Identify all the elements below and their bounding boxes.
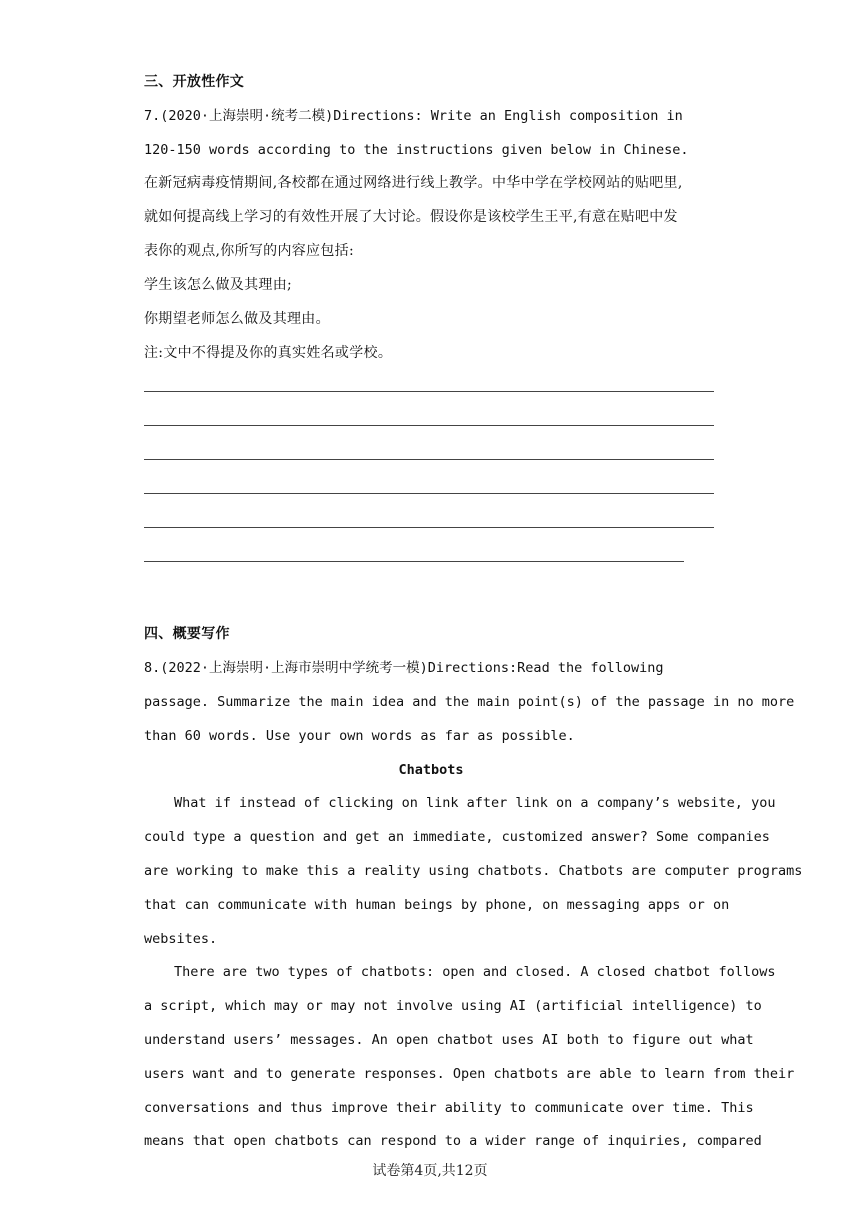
answer-line [144, 391, 714, 392]
section-3-heading: 三、开放性作文 [144, 74, 245, 90]
passage-line: understand users’ messages. An open chatbot uses AI both to figure out what [144, 1032, 754, 1048]
question-7-zh-line-1: 在新冠病毒疫情期间,各校都在通过网络进行线上教学。中华中学在学校网站的贴吧里, [144, 175, 683, 191]
question-7-line-1: 7.(2020·上海崇明·统考二模)Directions: Write an English composition in [144, 108, 683, 124]
question-8-line-3: than 60 words. Use your own words as far as possible. [144, 728, 575, 744]
passage-line: conversations and thus improve their ability to communicate over time. This [144, 1100, 754, 1116]
answer-line [144, 527, 714, 528]
question-7-zh-line-4: 学生该怎么做及其理由; [144, 277, 293, 293]
question-7-zh-line-5: 你期望老师怎么做及其理由。 [144, 311, 330, 327]
passage-title: Chatbots [398, 762, 464, 778]
answer-line [144, 493, 714, 494]
passage-line: What if instead of clicking on link after link on a company’s website, you [174, 795, 776, 811]
answer-line [144, 459, 714, 460]
question-8-line-2: passage. Summarize the main idea and the main point(s) of the passage in no more [144, 694, 795, 710]
question-7-zh-line-6: 注:文中不得提及你的真实姓名或学校。 [144, 345, 393, 361]
passage-line: means that open chatbots can respond to a wider range of inquiries, compared [144, 1133, 762, 1149]
passage-line: that can communicate with human beings by phone, on messaging apps or on [144, 897, 730, 913]
passage-line: websites. [144, 931, 218, 947]
section-4-heading: 四、概要写作 [144, 626, 230, 642]
question-7-zh-line-3: 表你的观点,你所写的内容应包括: [144, 243, 354, 259]
answer-line [144, 425, 714, 426]
passage-line: There are two types of chatbots: open and closed. A closed chatbot follows [174, 964, 776, 980]
passage-line: are working to make this a reality using chatbots. Chatbots are computer programs [144, 863, 803, 879]
passage-line: a script, which may or may not involve using AI (artificial intelligence) to [144, 998, 762, 1014]
answer-line [144, 561, 684, 562]
passage-line: could type a question and get an immediate, customized answer? Some companies [144, 829, 770, 845]
question-8-line-1: 8.(2022·上海崇明·上海市崇明中学统考一模)Directions:Read the following [144, 660, 664, 676]
passage-line: users want and to generate responses. Open chatbots are able to learn from their [144, 1066, 795, 1082]
question-7-zh-line-2: 就如何提高线上学习的有效性开展了大讨论。假设你是该校学生王平,有意在贴吧中发 [144, 209, 678, 225]
page-footer: 试卷第4页,共12页 [372, 1163, 488, 1179]
question-7-line-2: 120-150 words according to the instructions given below in Chinese. [144, 142, 689, 158]
